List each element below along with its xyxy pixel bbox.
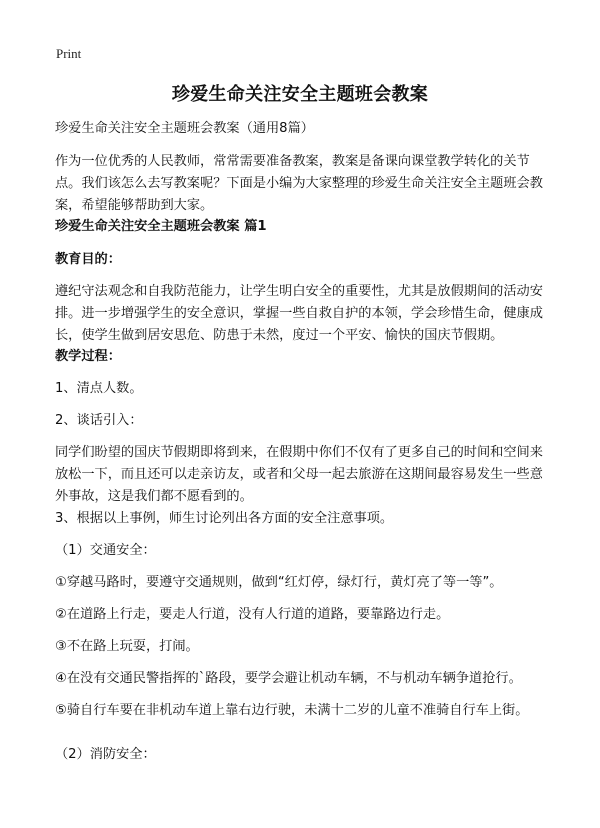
traffic-item: ⑤骑自行车要在非机动车道上靠右边行驶，未满十二岁的儿童不准骑自行车上街。 <box>55 703 529 718</box>
step-2: 2、谈话引入： <box>55 413 143 428</box>
page-title: 珍爱生命关注安全主题班会教案 <box>171 84 429 105</box>
traffic-heading: （1）交通安全： <box>55 543 156 558</box>
print-link[interactable]: Print <box>56 46 82 61</box>
traffic-item: ②在道路上行走，要走人行道，没有人行道的道路，要靠路边行走。 <box>55 607 450 622</box>
goal-heading: 教育目的： <box>55 252 121 267</box>
document-subtitle: 珍爱生命关注安全主题班会教案（通用8篇） <box>55 121 314 136</box>
traffic-item: ③不在路上玩耍，打闹。 <box>55 639 199 654</box>
traffic-item: ④在没有交通民警指挥的`路段，要学会避让机动车辆，不与机动车辆争道抢行。 <box>55 671 522 686</box>
intro-paragraph: 作为一位优秀的人民教师，常常需要准备教案，教案是备课向课堂教学转化的关节点。我们该怎么去写教案呢？下面是小编为大家整理的珍爱生命关注安全主题班会教案，希望能够帮助到大家。 <box>55 154 543 213</box>
step-1: 1、清点人数。 <box>55 381 143 396</box>
step-3: 3、根据以上事例，师生讨论列出各方面的安全注意事项。 <box>55 511 394 526</box>
step-2-paragraph: 同学们盼望的国庆节假期即将到来，在假期中你们不仅有了更多自己的时间和空间来放松一下，而且还可以走亲访友，或者和父母一起去旅游在这期间最容易发生一些意外事故，这是我们都不愿看到的。 <box>55 445 543 504</box>
goal-paragraph: 遵纪守法观念和自我防范能力，让学生明白安全的重要性，尤其是放假期间的活动安排。进一步增强学生的安全意识，掌握一些自救自护的本领，学会珍惜生命，健康成长，使学生做到居安思危、防患于未然，度过一个平安、愉快的国庆节假期。 <box>55 284 543 343</box>
fire-heading: （2）消防安全： <box>55 747 156 762</box>
traffic-item: ①穿越马路时，要遵守交通规则，做到“红灯停，绿灯行，黄灯亮了等一等”。 <box>55 575 503 590</box>
process-heading: 教学过程： <box>55 349 121 364</box>
section-title: 珍爱生命关注安全主题班会教案 篇1 <box>55 219 267 234</box>
